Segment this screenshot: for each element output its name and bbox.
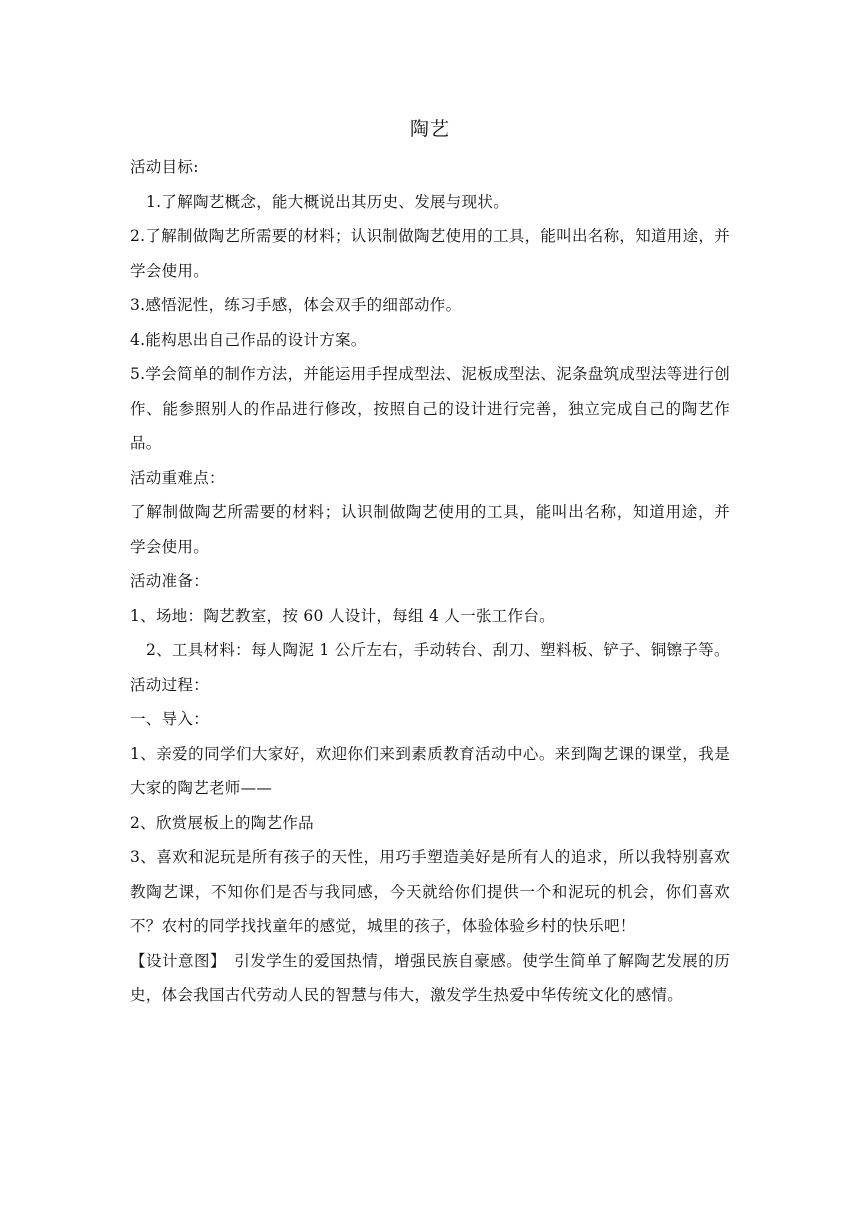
intro-item: 1、亲爱的同学们大家好，欢迎你们来到素质教育活动中心。来到陶艺课的课堂，我是大家的陶艺老师—— — [130, 744, 730, 797]
subsection-heading-intro: 一、导入： — [130, 710, 210, 728]
design-intent-paragraph: 【设计意图】 引发学生的爱国热情，增强民族自豪感。使学生简单了解陶艺发展的历史，体会我国古代劳动人民的智慧与伟大，激发学生热爱中华传统文化的感情。 — [130, 951, 730, 1004]
document-body — [130, 112, 730, 1013]
section-heading-preparation: 活动准备： — [130, 572, 210, 590]
section-heading-key-points: 活动重难点： — [130, 468, 225, 487]
goal-item: 1.了解陶艺概念，能大概说出其历史、发展与现状。 — [146, 192, 509, 211]
section-heading-process: 活动过程： — [130, 675, 210, 694]
intro-item: 2、欣赏展板上的陶艺作品 — [130, 813, 314, 832]
preparation-item: 1、场地：陶艺教室，按 60 人设计，每组 4 人一张工作台。 — [130, 606, 555, 625]
key-points-text: 了解制做陶艺所需要的材料；认识制做陶艺使用的工具，能叫出名称，知道用途，并学会使用。 — [130, 503, 730, 556]
goal-item: 4.能构思出自己作品的设计方案。 — [130, 330, 367, 349]
goal-item: 2.了解制做陶艺所需要的材料；认识制做陶艺使用的工具，能叫出名称，知道用途，并学会使用。 — [130, 227, 730, 280]
goal-item: 3.感悟泥性，练习手感，体会双手的细部动作。 — [130, 296, 462, 314]
preparation-item: 2、工具材料：每人陶泥 1 公斤左右，手动转台、刮刀、塑料板、铲子、铜镲子等。 — [146, 641, 730, 659]
goal-item: 5.学会简单的制作方法，并能运用手捏成型法、泥板成型法、泥条盘筑成型法等进行创作、能参照别人的作品进行修改，按照自己的设计进行完善，独立完成自己的陶艺作品。 — [130, 365, 730, 452]
section-heading-goals: 活动目标: — [130, 158, 199, 176]
document-title: 陶艺 — [409, 118, 450, 140]
intro-item: 3、喜欢和泥玩是所有孩子的天性，用巧手塑造美好是所有人的追求，所以我特别喜欢教陶艺课，不知你们是否与我同感，今天就给你们提供一个和泥玩的机会，你们喜欢不？农村的同学找找童年的感觉，城里的孩子，体验体验乡村的快乐吧！ — [130, 848, 730, 935]
